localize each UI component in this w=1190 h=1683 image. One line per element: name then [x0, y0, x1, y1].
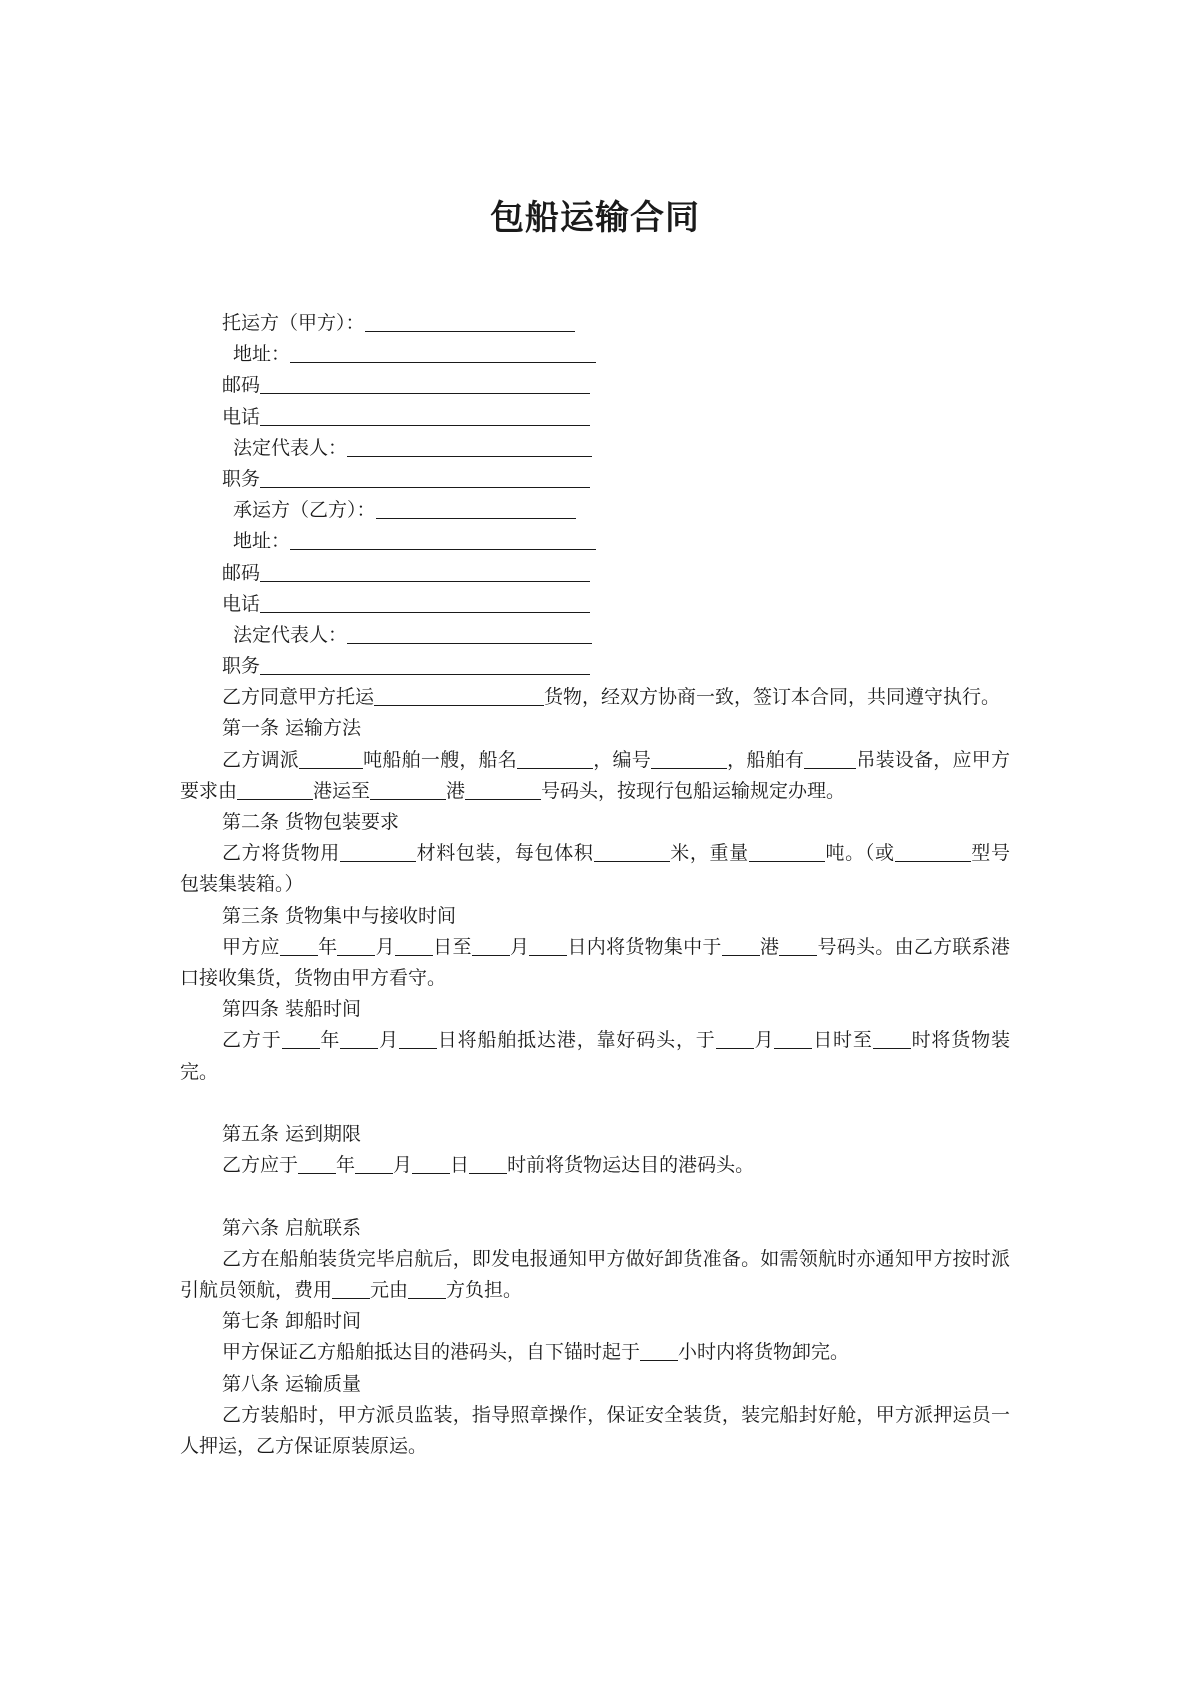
a5-t2: 年: [336, 1154, 356, 1177]
party-b-address-blank: [290, 529, 596, 550]
party-a-legal-rep-blank: [347, 436, 592, 457]
party-b-position-blank: [260, 654, 590, 675]
a3-month-blank: [337, 935, 375, 956]
hoist-blank: [804, 748, 856, 769]
article5-paragraph: [180, 1150, 1010, 1181]
article5-heading: 第五条 运到期限: [222, 1123, 362, 1146]
party-a-position-blank: [260, 467, 590, 488]
a4-t5: 月: [753, 1029, 775, 1052]
origin-port-blank: [237, 779, 313, 800]
a5-t3: 月: [393, 1154, 413, 1177]
party-b-legal-rep-label: 法定代表人：: [233, 623, 348, 646]
a5-year-blank: [298, 1153, 336, 1174]
article6-paragraph: [180, 1244, 1010, 1306]
a5-hour-blank: [469, 1153, 507, 1174]
a4-t6: 日时至: [812, 1029, 873, 1052]
a3-berth-blank: [779, 935, 817, 956]
shipper-label: 托运方（甲方）：: [222, 312, 365, 334]
article1-heading: 第一条 运输方法: [222, 717, 362, 740]
article2-heading: 第二条 货物包装要求: [222, 811, 400, 834]
article4-paragraph: [180, 1025, 1010, 1087]
a2-t1: 乙方将货物用: [222, 842, 340, 865]
party-a-postcode-line: [180, 370, 1010, 401]
party-b-legal-rep-blank: [347, 623, 592, 644]
a4-year-blank: [282, 1028, 320, 1049]
a3-day2-blank: [529, 935, 567, 956]
a3-t7: 港: [759, 935, 780, 958]
a3-t1: 甲方应: [222, 935, 280, 958]
a3-t3: 月: [375, 935, 395, 958]
party-b-legal-rep-line: [180, 620, 1010, 651]
a6-t2: 元由: [370, 1278, 409, 1301]
article2-paragraph: [180, 838, 1010, 900]
party-a-address-line: [180, 339, 1010, 370]
shipper-blank: [365, 311, 575, 332]
container-type-blank: [895, 841, 971, 862]
a2-t2: 材料包装，每包体积: [415, 842, 594, 865]
a4-day-blank: [399, 1028, 437, 1049]
shipper-line: [180, 308, 1010, 339]
party-a-address-blank: [290, 342, 596, 363]
carrier-line: [180, 495, 1010, 526]
ship-name-blank: [517, 748, 593, 769]
party-b-position-line: [180, 651, 1010, 682]
a4-hour-blank: [873, 1028, 911, 1049]
party-a-phone-line: [180, 402, 1010, 433]
article8-heading: 第八条 运输质量: [222, 1372, 362, 1395]
a3-year-blank: [280, 935, 318, 956]
party-b-phone-line: [180, 589, 1010, 620]
a4-t1: 乙方于: [222, 1029, 282, 1052]
a1-t8: 号码头，按现行包船运输规定办理。: [541, 779, 846, 802]
article7-paragraph: [180, 1337, 1010, 1368]
party-b-address-label: 地址：: [233, 530, 291, 553]
material-blank: [340, 841, 416, 862]
a4-month2-blank: [716, 1028, 754, 1049]
party-b-phone-label: 电话: [222, 592, 261, 615]
party-b-postcode-blank: [260, 561, 590, 582]
a3-port-blank: [722, 935, 760, 956]
party-a-address-label: 地址：: [233, 343, 291, 366]
spacer: [180, 1181, 1010, 1212]
a6-t1: 乙方在船舶装货完毕启航后，即发电报通知甲方做好卸货准备。如需领航时亦通知甲方按时派引航员领航，费用: [180, 1247, 1010, 1301]
cargo-blank: [374, 685, 544, 706]
party-a-position-label: 职务: [222, 467, 261, 490]
document-title: 包船运输合同: [490, 198, 700, 238]
party-a-phone-label: 电话: [222, 405, 261, 428]
a5-t1: 乙方应于: [222, 1154, 299, 1177]
a5-t5: 时前将货物运达目的港码头。: [507, 1154, 755, 1177]
a7-t1: 甲方保证乙方船舶抵达目的港码头，自下锚时起于: [222, 1341, 641, 1364]
a3-t4: 日至: [432, 935, 472, 958]
tonnage-blank: [299, 748, 363, 769]
a1-t5: 吊装设备，应甲方要求由: [180, 748, 1010, 802]
article3-heading: 第三条 货物集中与接收时间: [222, 904, 457, 927]
berth-blank: [465, 779, 541, 800]
intro-paragraph: [180, 682, 1010, 713]
article6-heading: 第六条 启航联系: [222, 1216, 362, 1239]
a6-t3: 方负担。: [446, 1278, 523, 1301]
party-a-position-line: [180, 464, 1010, 495]
party-a-legal-rep-line: [180, 433, 1010, 464]
a1-t3: ，编号: [593, 748, 651, 771]
a3-month2-blank: [472, 935, 510, 956]
weight-blank: [749, 841, 825, 862]
carrier-label: 承运方（乙方）：: [233, 499, 376, 522]
article1-paragraph: [180, 745, 1010, 807]
party-a-legal-rep-label: 法定代表人：: [233, 436, 348, 459]
a7-t2: 小时内将货物卸完。: [678, 1341, 850, 1364]
unload-hours-blank: [640, 1340, 678, 1361]
a5-t4: 日: [450, 1154, 470, 1177]
ship-number-blank: [651, 748, 727, 769]
party-a-postcode-label: 邮码: [222, 374, 261, 397]
a3-t6: 日内将货物集中于: [567, 935, 722, 958]
payer-blank: [408, 1278, 446, 1299]
party-b-postcode-line: [180, 558, 1010, 589]
a1-t6: 港运至: [313, 779, 371, 802]
a4-t3: 月: [378, 1029, 399, 1052]
volume-blank: [594, 841, 670, 862]
article3-paragraph: [180, 932, 1010, 994]
a4-day2-blank: [774, 1028, 812, 1049]
a5-day-blank: [412, 1153, 450, 1174]
party-b-address-line: [180, 526, 1010, 557]
intro-text-1: 乙方同意甲方托运: [222, 686, 375, 709]
article8-paragraph: 乙方装船时，甲方派员监装，指导照章操作，保证安全装货，装完船封好舱，甲方派押运员一人押运，乙方保证原装原运。: [180, 1403, 1010, 1457]
party-a-phone-blank: [260, 405, 590, 426]
spacer: [180, 1088, 1010, 1119]
a1-t4: ，船舶有: [726, 748, 805, 771]
a4-t2: 年: [319, 1029, 341, 1052]
party-a-postcode-blank: [260, 373, 590, 394]
a3-t5: 月: [509, 935, 530, 958]
contract-body: [180, 308, 1010, 1462]
a2-t5: 型号包装集装箱。）: [180, 842, 1010, 896]
a4-month-blank: [340, 1028, 378, 1049]
pilot-fee-blank: [332, 1278, 370, 1299]
party-b-postcode-label: 邮码: [222, 561, 261, 584]
a3-t8: 号码头。由乙方联系港口接收集货，货物由甲方看守。: [180, 935, 1010, 990]
carrier-blank: [376, 498, 576, 519]
a4-t7: 时将货物装完。: [180, 1029, 1010, 1083]
intro-text-2: 货物，经双方协商一致，签订本合同，共同遵守执行。: [544, 686, 1001, 709]
article7-heading: 第七条 卸船时间: [222, 1310, 362, 1333]
a2-t4: 吨。（或: [824, 842, 895, 865]
party-b-position-label: 职务: [222, 655, 261, 678]
a1-t1: 乙方调派: [222, 748, 299, 771]
a1-t7: 港: [446, 779, 466, 802]
a1-t2: 吨船舶一艘，船名: [362, 748, 518, 771]
a3-t2: 年: [317, 935, 338, 958]
party-b-phone-blank: [260, 592, 590, 613]
a4-t4: 日将船舶抵达港，靠好码头，于: [436, 1029, 716, 1052]
a5-month-blank: [355, 1153, 393, 1174]
a3-day-blank: [395, 935, 433, 956]
article4-heading: 第四条 装船时间: [222, 998, 362, 1021]
a2-t3: 米，重量: [669, 842, 749, 865]
dest-port-blank: [370, 779, 446, 800]
